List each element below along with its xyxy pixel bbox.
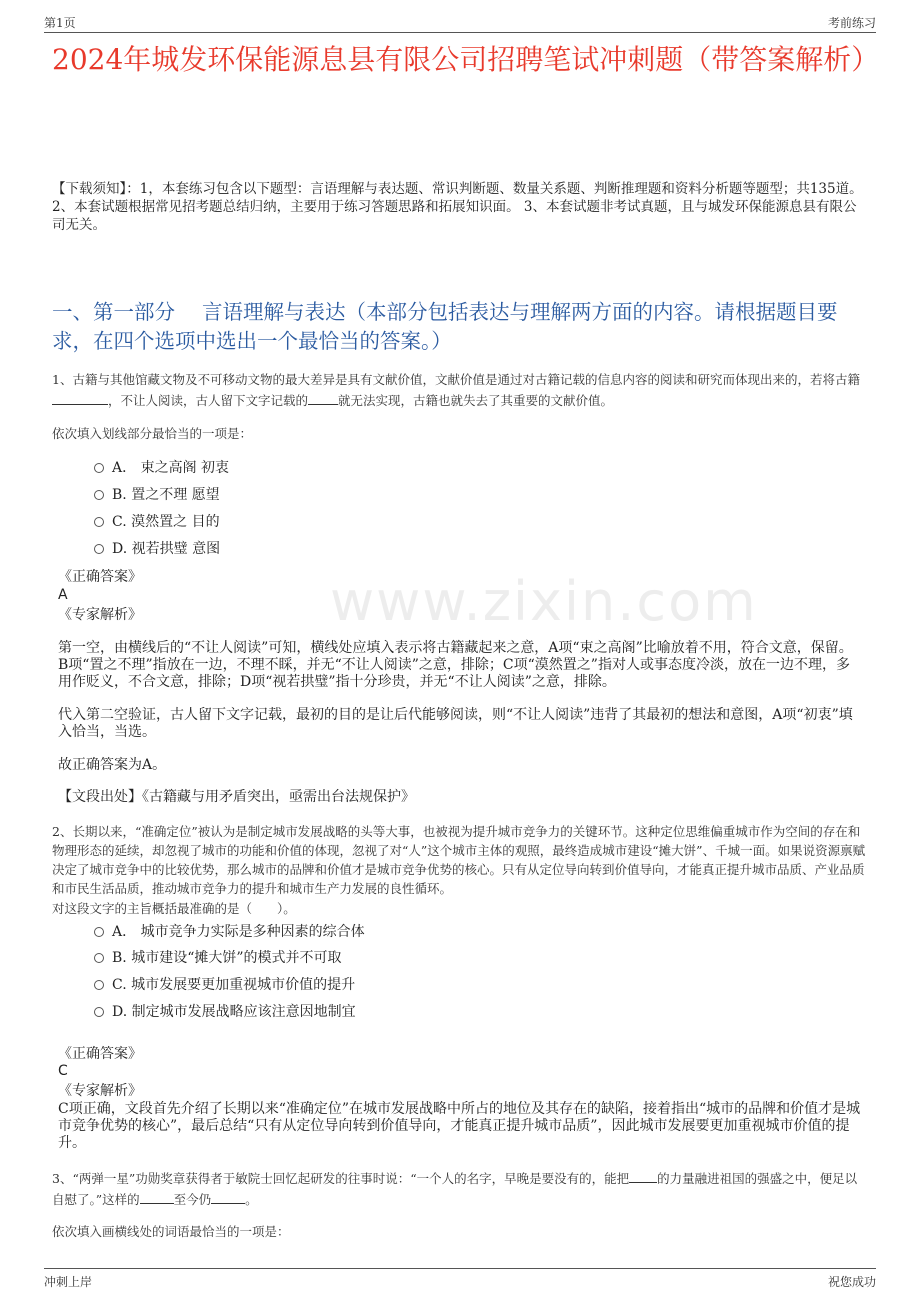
option-1b[interactable]: B. 置之不理 愿望 bbox=[94, 485, 220, 505]
page-number: 第1页 bbox=[44, 16, 76, 30]
analysis-paragraph: C项正确，文段首先介绍了长期以来“准确定位”在城市发展战略中所占的地位及其存在的缺陷，接着指出“城市的品牌和价值才是城市竞争优势的核心”，最后总结“只有从定位导向转到价值导向，才能真正提升城市品质”，因此城市发展要更加重视城市价值的提升。 bbox=[58, 1101, 861, 1151]
option-2b[interactable]: B. 城市建设“摊大饼”的模式并不可取 bbox=[94, 948, 342, 968]
blank bbox=[52, 390, 108, 405]
answer-label: 《正确答案》 bbox=[58, 569, 142, 585]
section-title: 一、第一部分 言语理解与表达（本部分包括表达与理解两方面的内容。请根据题目要求，在四个选项中选出一个最恰当的答案。） bbox=[52, 300, 838, 353]
option-2c[interactable]: C. 城市发展要更加重视城市价值的提升 bbox=[94, 975, 355, 995]
page-footer bbox=[44, 1268, 876, 1291]
header-tag: 考前练习 bbox=[827, 16, 876, 30]
question-1-prompt: 依次填入划线部分最恰当的一项是： bbox=[52, 426, 253, 441]
document-title: 2024年城发环保能源息县有限公司招聘笔试冲刺题（带答案解析） bbox=[52, 43, 880, 76]
radio-icon[interactable] bbox=[94, 1007, 104, 1017]
blank bbox=[211, 1189, 245, 1204]
radio-icon[interactable] bbox=[94, 953, 104, 963]
question-2-prompt: 对这段文字的主旨概括最准确的是（ ）。 bbox=[52, 901, 296, 916]
source-citation: 【文段出处】《古籍藏与用矛盾突出，亟需出台法规保护》 bbox=[58, 789, 415, 805]
radio-icon[interactable] bbox=[94, 544, 104, 554]
radio-icon[interactable] bbox=[94, 980, 104, 990]
radio-icon[interactable] bbox=[94, 927, 104, 937]
download-notice: 【下载须知】：1，本套练习包含以下题型：言语理解与表达题、常识判断题、数量关系题、判断推理题和资料分析题等题型；共135道。 2、本套试题根据常见招考题总结归纳，主要用于练习答题思路和拓展知识面。 3、本套试题非考试真题，且与城发环保能源息县有限公司无关。 bbox=[52, 181, 863, 233]
blank bbox=[140, 1189, 174, 1204]
question-3-prompt: 依次填入画横线处的词语最恰当的一项是： bbox=[52, 1224, 290, 1239]
question-3-text: 3、“两弹一星”功勋奖章获得者于敏院士回忆起研发的往事时说：“一个人的名字，早晚是要没有的，能把 的力量融进祖国的强盛之中，便足以自慰了。”这样的 至今仍 。 bbox=[52, 1168, 868, 1210]
option-1c[interactable]: C. 漠然置之 目的 bbox=[94, 512, 220, 532]
analysis-paragraph-1: 第一空，由横线后的“不让人阅读”可知，横线处应填入表示将古籍藏起来之意，A项“束之高阁”比喻放着不用，符合文意，保留。B项“置之不理”指放在一边，不理不睬，并无“不让人阅读”之意，排除；C项“漠然置之”指对人或事态度冷淡，放在一边不理，多用作贬义，不合文意，排除；D项“视若拱璧”指十分珍贵，并无“不让人阅读”之意，排除。 bbox=[58, 640, 853, 690]
analysis-paragraph-2: 代入第二空验证，古人留下文字记载，最初的目的是让后代能够阅读，则“不让人阅读”违背了其最初的想法和意图，A项“初衷”填入恰当，当选。 bbox=[58, 707, 853, 740]
question-1-text: 1、古籍与其他馆藏文物及不可移动文物的最大差异是具有文献价值，文献价值是通过对古籍记载的信息内容的阅读和研究而体现出来的，若将古籍，不让人阅读，古人留下文字记载的 就无法实现，古籍也就失去了其重要的文献价值。 bbox=[52, 372, 860, 408]
watermark: www.zixin.com bbox=[330, 570, 758, 633]
analysis-label: 《专家解析》 bbox=[58, 1083, 142, 1099]
answer-value: C bbox=[58, 1063, 68, 1079]
footer-right: 祝您成功 bbox=[827, 1275, 876, 1289]
radio-icon[interactable] bbox=[94, 517, 104, 527]
option-2a[interactable]: A． 城市竞争力实际是多种因素的综合体 bbox=[94, 922, 365, 942]
option-1d[interactable]: D. 视若拱璧 意图 bbox=[94, 539, 220, 559]
blank bbox=[629, 1168, 657, 1183]
question-2-text: 2、长期以来，“准确定位”被认为是制定城市发展战略的头等大事，也被视为提升城市竞争力的关键环节。这种定位思维偏重城市作为空间的存在和物理形态的延续，却忽视了城市的功能和价值的体现，忽视了对“人”这个城市主体的观照，最终造成城市建设“摊大饼”、千城一面。如果说资源禀赋决定了城市竞争中的比较优势，那么城市的品牌和价值才是城市竞争优势的核心。只有从定位导向转到价值导向，才能真正提升城市品质、产业品质和市民生活品质，推动城市竞争力的提升和城市生产力发展的良性循环。 bbox=[52, 824, 866, 896]
footer-left: 冲刺上岸 bbox=[44, 1275, 93, 1289]
option-2d[interactable]: D. 制定城市发展战略应该注意因地制宜 bbox=[94, 1002, 356, 1022]
page-header bbox=[44, 12, 876, 33]
option-1a[interactable]: A． 束之高阁 初衷 bbox=[94, 458, 229, 478]
analysis-paragraph-3: 故正确答案为A。 bbox=[58, 757, 167, 773]
blank bbox=[308, 390, 338, 405]
answer-value: A bbox=[58, 587, 68, 603]
radio-icon[interactable] bbox=[94, 463, 104, 473]
answer-label: 《正确答案》 bbox=[58, 1046, 142, 1062]
analysis-label: 《专家解析》 bbox=[58, 607, 142, 623]
radio-icon[interactable] bbox=[94, 490, 104, 500]
